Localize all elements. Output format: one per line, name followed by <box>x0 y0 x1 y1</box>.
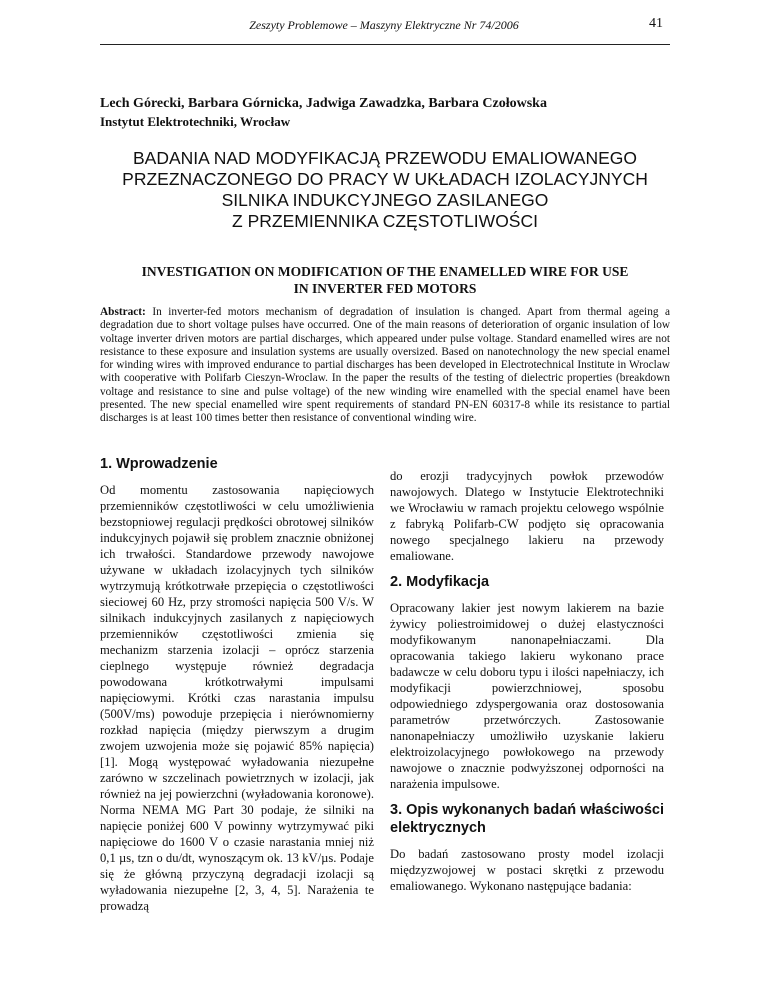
title-polish-line: PRZEZNACZONEGO DO PRACY W UKŁADACH IZOLACYJNYCH <box>122 169 648 189</box>
section-body-introduction-continued: do erozji tradycyjnych powłok przewodów nawojowych. Dlatego w Instytucie Elektrotechniki we Wrocławiu w ramach projektu celowego wspólnie z fabryką Polifarb-CW podjęto się opracowania nowego specjalnego lakieru na przewody emaliowane. <box>390 469 664 563</box>
title-english-line: INVESTIGATION ON MODIFICATION OF THE ENAMELLED WIRE FOR USE <box>141 264 629 279</box>
left-column <box>100 455 374 914</box>
section-heading-introduction: 1. Wprowadzenie <box>100 456 218 472</box>
section-heading-modification: 2. Modyfikacja <box>390 574 490 590</box>
title-english-line: IN INVERTER FED MOTORS <box>293 281 477 296</box>
right-column <box>390 468 664 894</box>
abstract <box>100 306 670 426</box>
abstract-text: In inverter-fed motors mechanism of degradation of insulation is changed. Apart from thermal ageing a degradation due to short voltage pulses have occurred. One of the main reasons of deterioration of organic insulation of low voltage inverter driven motors are partial discharges, which appeared under pulse voltage. Standard enamelled wires are not resistance to these exposure and insulation systems are usually oversized. Based on nanotechnology the new special enamel for winding wires with improved endurance to partial discharges has been developed in Electrotechnical Institute in Wroclaw with cooperative with Polifarb Cieszyn-Wroclaw. In the paper the results of the testing of dielectric properties (breakdown voltage and resistance to sine and pulse voltage) of the new winding wire enamelled with the special enamel have been presented. The new special enamelled wire spent requirements of standard PN-EN 60317-8 while its resistance to partial discharges is at least 100 times better then resistance of conventional winding wire. <box>100 306 670 425</box>
section-body-modification: Opracowany lakier jest nowym lakierem na bazie żywicy poliestroimidowej o dużej elastyczności modyfikowanym nanonapełniaczami. Dla opracowania takiego lakieru wykonano prace badawcze w celu doboru typu i ilości napełniaczy, ich modyfikacji powierzchniowej, sposobu odpowiedniego zdyspergowania oraz dostosowania parametrów przetwórczych. Zastosowanie nanonapełniaczy umożliwiło uzyskanie lakieru elektroizolacyjnego powłokowego na przewody nawojowe o znacznie podwyższonej odporności na narażenia impulsowe. <box>390 601 664 791</box>
title-polish-line: SILNIKA INDUKCYJNEGO ZASILANEGO <box>221 190 549 210</box>
page-number: 41 <box>649 16 663 31</box>
section-heading-electrical-tests: 3. Opis wykonanych badań właściwości elektrycznych <box>390 802 664 836</box>
journal-name: Zeszyty Problemowe – Maszyny Elektryczne Nr 74/2006 <box>249 18 519 32</box>
title-polish <box>100 148 670 232</box>
authors: Lech Górecki, Barbara Górnicka, Jadwiga Zawadzka, Barbara Czołowska <box>100 96 547 111</box>
header-rule <box>100 44 670 45</box>
abstract-label: Abstract: <box>100 306 146 318</box>
institute: Instytut Elektrotechniki, Wrocław <box>100 114 291 129</box>
title-polish-line: BADANIA NAD MODYFIKACJĄ PRZEWODU EMALIOWANEGO <box>133 148 637 168</box>
title-polish-line: Z PRZEMIENNIKA CZĘSTOTLIWOŚCI <box>232 211 538 231</box>
title-english <box>100 263 670 297</box>
section-body-electrical-tests: Do badań zastosowano prosty model izolacji międzyzwojowej w postaci skrętki z przewodu emaliowanego. Wykonano następujące badania: <box>390 847 664 893</box>
section-body-introduction: Od momentu zastosowania napięciowych przemienników częstotliwości w celu umożliwienia bezstopniowej regulacji prędkości obrotowej silników indukcyjnych pojawił się problem znacznie obniżonej ich trwałości. Standardowe przewody nawojowe używane w układach izolacyjnych tych silników wytrzymują krótkotrwałe przepięcia o częstotliwości sieciowej 60 Hz, przy stromości napięcia 500 V/s. W silnikach indukcyjnych zasilanych z napięciowych przemienników częstotliwości zmienia się mechanizm starzenia izolacji – oprócz starzenia cieplnego występuje również degradacja powodowana krótkotrwałymi impulsami napięciowymi. Krótki czas narastania impulsu (500V/ms) powoduje przepięcia i nierównomierny rozkład napięcia (między pierwszym a drugim zwojem uzwojenia może się pojawić 85% napięcia) [1]. Mogą występować wyładowania niezupełne zarówno w szczelinach powietrznych w izolacji, jak również na jej powierzchni (wyładowania koronowe). Norma NEMA MG Part 30 podaje, że silniki na napięcie poniżej 600 V powinny wytrzymywać piki napięciowe do 1600 V o czasie narastania mniej niż 0,1 µs, tzn o du/dt, wynoszącym ok. 13 kV/µs. Podaje się że główną przyczyną degradacji izolacji są wyładowania niezupełne [2, 3, 4, 5]. Narażenia te prowadzą <box>100 483 374 913</box>
